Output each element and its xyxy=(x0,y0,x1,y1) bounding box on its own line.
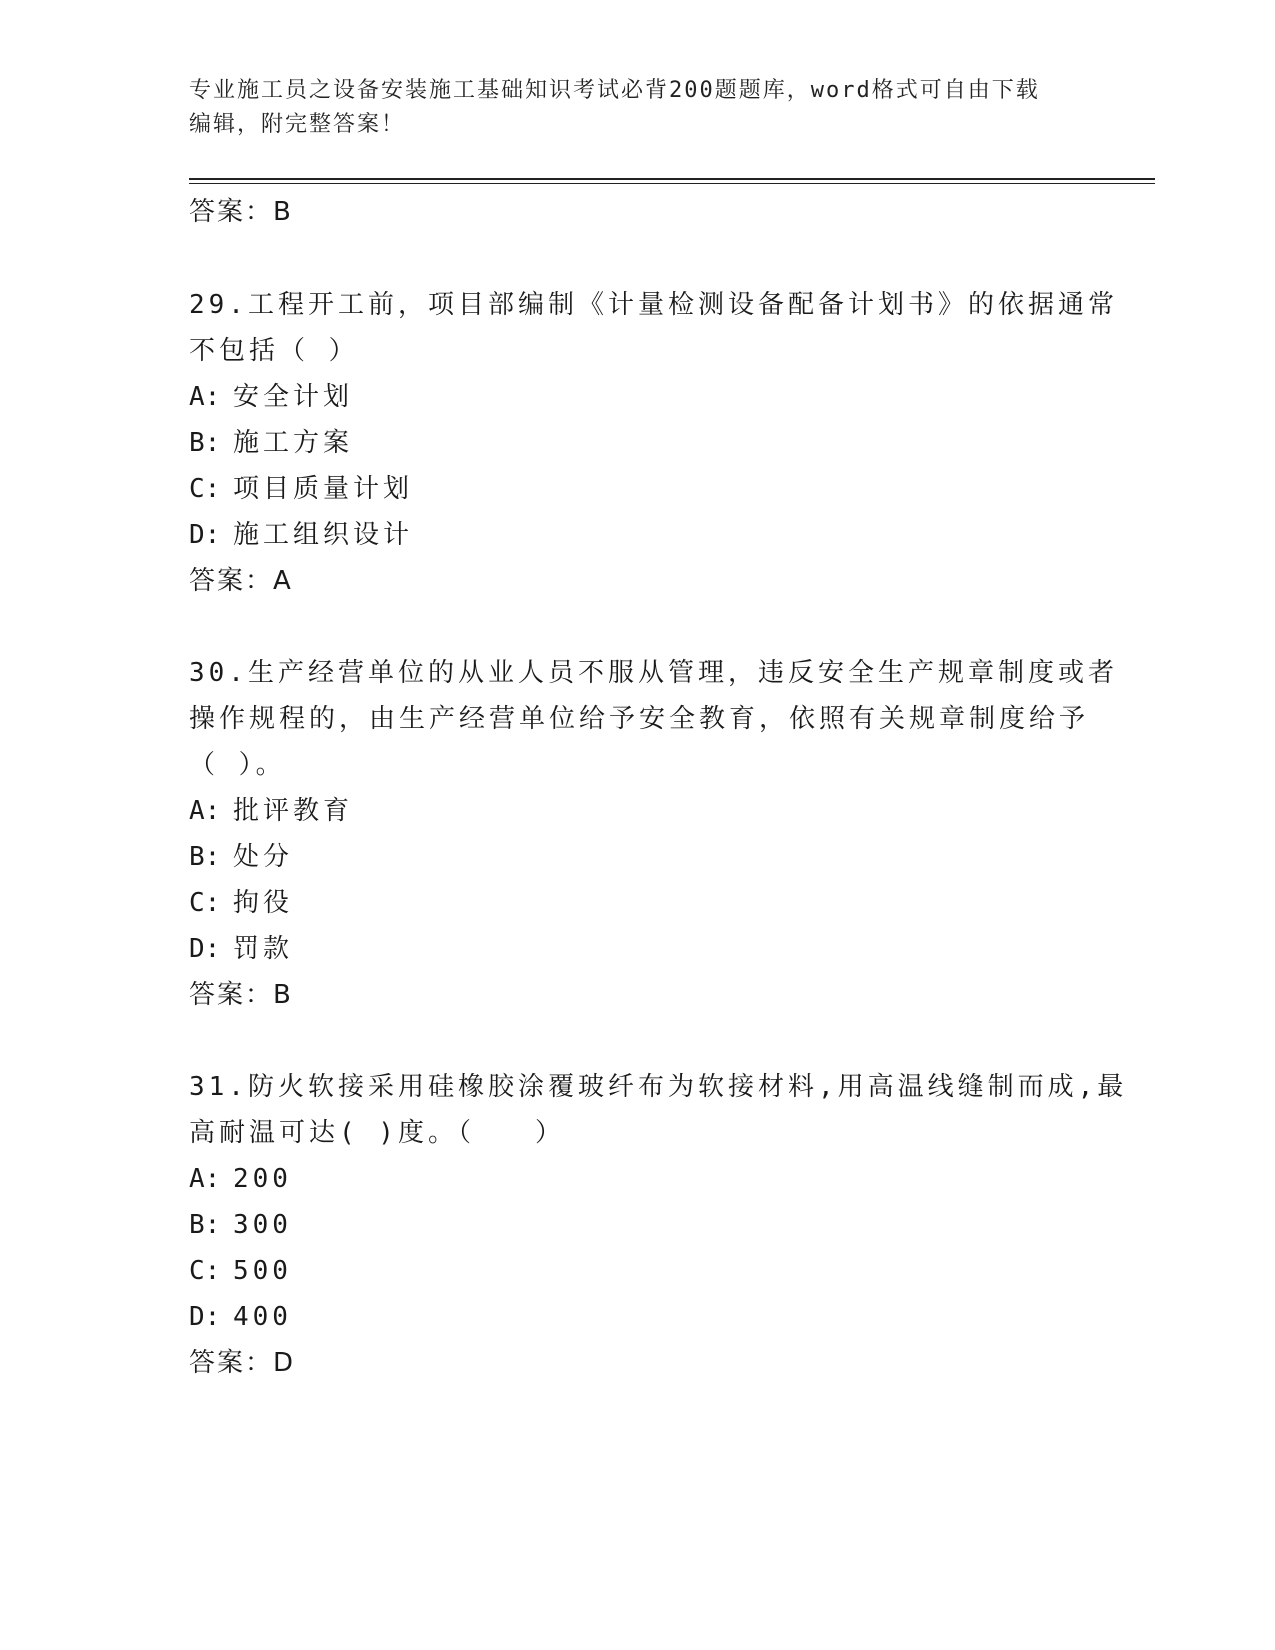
header-divider-thick xyxy=(189,178,1155,180)
option-text: 处分 xyxy=(233,842,294,872)
option-text: 200 xyxy=(233,1164,292,1194)
option-letter: C: xyxy=(189,474,221,504)
question-stem-line: 30.生产经营单位的从业人员不服从管理，违反安全生产规章制度或者 xyxy=(189,658,1118,688)
option-d xyxy=(189,926,1089,972)
option-letter: D: xyxy=(189,520,221,550)
option-c xyxy=(189,880,1089,926)
question-stem-line: 29.工程开工前，项目部编制《计量检测设备配备计划书》的依据通常 xyxy=(189,290,1118,320)
question-stem xyxy=(189,282,1118,374)
option-a xyxy=(189,1156,1089,1202)
option-letter: B: xyxy=(189,1210,221,1240)
answer-line: 答案：B xyxy=(189,980,293,1010)
question-stem-line: 操作规程的，由生产经营单位给予安全教育，依照有关规章制度给予 xyxy=(189,704,1090,734)
option-text: 项目质量计划 xyxy=(233,474,414,504)
option-text: 300 xyxy=(233,1210,292,1240)
question-30 xyxy=(189,650,1118,1018)
option-letter: D: xyxy=(189,934,221,964)
option-c xyxy=(189,466,1089,512)
document-header xyxy=(189,74,1089,142)
option-a xyxy=(189,788,1089,834)
option-text: 安全计划 xyxy=(233,382,354,412)
option-text: 500 xyxy=(233,1256,292,1286)
option-text: 400 xyxy=(233,1302,292,1332)
option-letter: B: xyxy=(189,428,221,458)
option-b xyxy=(189,420,1089,466)
question-stem-line: （ ）。 xyxy=(189,750,286,780)
option-text: 施工方案 xyxy=(233,428,354,458)
question-stem-line: 高耐温可达( )度。（ ） xyxy=(189,1118,565,1148)
header-title-line-1: 专业施工员之设备安装施工基础知识考试必背200题题库，word格式可自由下载 xyxy=(189,78,1040,103)
option-b xyxy=(189,834,1089,880)
option-a xyxy=(189,374,1089,420)
question-29 xyxy=(189,282,1118,604)
header-divider-thin xyxy=(189,183,1155,184)
option-letter: A: xyxy=(189,796,221,826)
option-letter: A: xyxy=(189,382,221,412)
question-stem xyxy=(189,650,1118,788)
option-d xyxy=(189,512,1089,558)
answer-line: 答案：A xyxy=(189,566,293,596)
header-title-line-2: 编辑，附完整答案！ xyxy=(189,112,406,137)
option-letter: B: xyxy=(189,842,221,872)
option-text: 批评教育 xyxy=(233,796,354,826)
question-stem xyxy=(189,1064,1128,1156)
option-letter: D: xyxy=(189,1302,221,1332)
option-b xyxy=(189,1202,1089,1248)
option-text: 拘役 xyxy=(233,888,294,918)
option-letter: A: xyxy=(189,1164,221,1194)
question-list xyxy=(189,282,1128,1432)
question-stem-line: 31.防火软接采用硅橡胶涂覆玻纤布为软接材料,用高温线缝制而成,最 xyxy=(189,1072,1128,1102)
option-text: 罚款 xyxy=(233,934,294,964)
question-31 xyxy=(189,1064,1128,1386)
question-stem-line: 不包括（ ） xyxy=(189,336,359,366)
option-letter: C: xyxy=(189,1256,221,1286)
previous-question-answer: 答案：B xyxy=(189,197,293,227)
answer-line: 答案：D xyxy=(189,1348,296,1378)
option-d xyxy=(189,1294,1089,1340)
option-text: 施工组织设计 xyxy=(233,520,414,550)
option-letter: C: xyxy=(189,888,221,918)
option-c xyxy=(189,1248,1089,1294)
